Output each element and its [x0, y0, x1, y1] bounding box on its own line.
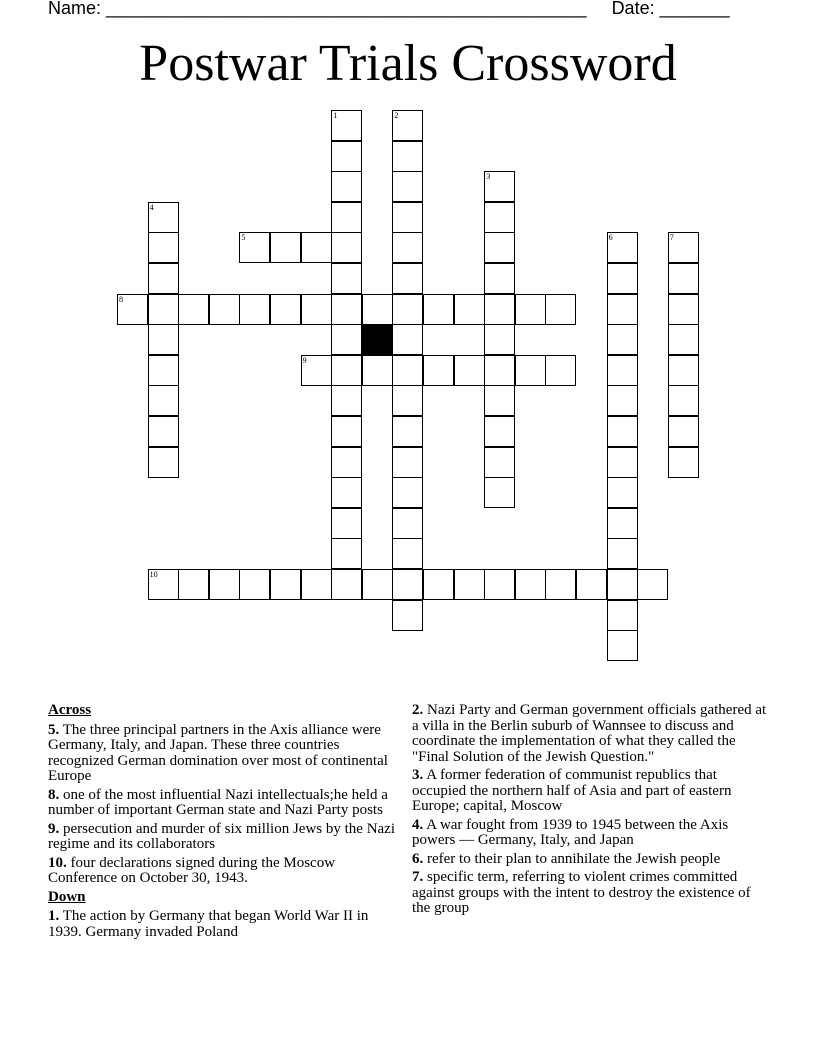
cell-number: 4 [149, 202, 154, 212]
grid-cell[interactable] [148, 324, 179, 355]
grid-cell[interactable] [515, 569, 546, 600]
grid-cell[interactable] [331, 171, 362, 202]
grid-cell[interactable] [607, 477, 638, 508]
grid-cell[interactable] [331, 447, 362, 478]
cell-number: 8 [119, 294, 123, 304]
grid-cell[interactable] [392, 385, 423, 416]
grid-cell[interactable] [331, 324, 362, 355]
grid-cell[interactable] [392, 294, 423, 325]
grid-cell[interactable] [484, 416, 515, 447]
grid-cell[interactable] [545, 569, 576, 600]
grid-cell[interactable] [607, 600, 638, 631]
grid-cell[interactable] [331, 263, 362, 294]
grid-cell[interactable] [607, 263, 638, 294]
cell-number: 10 [149, 570, 158, 579]
grid-cell[interactable] [331, 508, 362, 539]
clue-across-10 [48, 856, 396, 887]
grid-cell[interactable] [515, 294, 546, 325]
date-blank[interactable]: _______ [659, 0, 730, 18]
clue-number: 2. [412, 702, 424, 718]
cell-number: 9 [302, 355, 307, 365]
grid-cell[interactable] [392, 600, 423, 631]
cell-number: 7 [669, 233, 674, 243]
grid-cell[interactable] [148, 202, 179, 233]
clue-text: four declarations signed during the Moscow Conference on October 30, 1943. [48, 854, 336, 886]
grid-cell[interactable] [484, 171, 515, 202]
grid-cell[interactable] [607, 508, 638, 539]
name-label: Name: [48, 0, 102, 18]
clue-text: The three principal partners in the Axis alliance were Germany, Italy, and Japan. These three countries recognized German domination over most of continental Europe [48, 721, 388, 784]
across-heading: Across [48, 702, 92, 718]
grid-cell[interactable] [454, 355, 485, 386]
grid-cell[interactable] [362, 294, 393, 325]
grid-cell[interactable] [239, 569, 270, 600]
grid-cell[interactable] [178, 294, 209, 325]
grid-cell[interactable] [148, 294, 179, 325]
grid-cell[interactable] [668, 263, 699, 294]
grid-cell[interactable] [148, 447, 179, 478]
clue-number: 10. [48, 854, 67, 871]
grid-cell[interactable] [331, 355, 362, 386]
grid-cell[interactable] [545, 294, 576, 325]
grid-cell[interactable] [607, 630, 638, 661]
grid-cell[interactable] [607, 569, 638, 600]
grid-cell[interactable] [668, 232, 699, 263]
down-heading: Down [48, 888, 86, 905]
grid-cell[interactable] [607, 416, 638, 447]
grid-cell[interactable] [484, 355, 515, 386]
grid-cell[interactable] [392, 263, 423, 294]
clue-number: 6. [412, 850, 424, 867]
page-title: Postwar Trials Crossword [139, 35, 677, 92]
clue-down-1 [48, 909, 396, 940]
clue-down-2 [412, 703, 772, 765]
grid-cell[interactable] [331, 141, 362, 172]
grid-cell[interactable] [178, 569, 209, 600]
clue-text: A war fought from 1939 to 1945 between the Axis powers — Germany, Italy, and Japan [412, 816, 729, 848]
grid-cell[interactable] [331, 232, 362, 263]
grid-cell[interactable] [668, 416, 699, 447]
grid-cell[interactable] [392, 569, 423, 600]
grid-cell[interactable] [607, 355, 638, 386]
grid-cell[interactable] [392, 171, 423, 202]
grid-cell[interactable] [392, 447, 423, 478]
grid-cell[interactable] [362, 569, 393, 600]
grid-cell[interactable] [484, 447, 515, 478]
grid-cell[interactable] [484, 232, 515, 263]
cell-number: 5 [241, 233, 246, 243]
grid-cell[interactable] [301, 232, 332, 263]
grid-cell[interactable] [270, 232, 301, 263]
clue-text: Nazi Party and German government officials gathered at a villa in the Berlin suburb of Wannsee to discuss and coordinate the implementation of what they called the "Final Solution of the Jewish Question." [412, 702, 767, 765]
clue-down-7 [412, 870, 772, 917]
cell-number: 2 [394, 111, 399, 120]
grid-cell[interactable] [331, 569, 362, 600]
grid-cell[interactable] [362, 355, 393, 386]
grid-cell[interactable] [331, 385, 362, 416]
grid-cell[interactable] [270, 569, 301, 600]
grid-cell[interactable] [331, 202, 362, 233]
grid-cell[interactable] [148, 355, 179, 386]
grid-cell[interactable] [331, 110, 362, 141]
clue-down-3 [412, 768, 772, 815]
grid-cell[interactable] [239, 294, 270, 325]
grid-cell[interactable] [331, 477, 362, 508]
clue-text: persecution and murder of six million Jews by the Nazi regime and its collaborators [48, 820, 396, 852]
clue-down-6 [412, 852, 772, 868]
clue-text: specific term, referring to violent crimes committed against groups with the intent to destroy the existence of the group [412, 869, 751, 916]
grid-cell[interactable] [148, 385, 179, 416]
grid-cell[interactable] [392, 110, 423, 141]
grid-cell[interactable] [239, 232, 270, 263]
grid-cell[interactable] [576, 569, 607, 600]
clue-across-8 [48, 788, 396, 819]
grid-cell[interactable] [484, 569, 515, 600]
name-date-line [48, 0, 788, 19]
clue-down-4 [412, 818, 772, 849]
grid-cell[interactable] [331, 538, 362, 569]
clue-number: 3. [412, 767, 424, 783]
grid-cell[interactable] [484, 385, 515, 416]
grid-cell[interactable] [668, 294, 699, 325]
grid-cell[interactable] [607, 324, 638, 355]
grid-cell[interactable] [392, 141, 423, 172]
grid-cell[interactable] [117, 294, 148, 325]
grid-cell[interactable] [331, 416, 362, 447]
clue-text: refer to their plan to annihilate the Jewish people [427, 850, 721, 867]
grid-cell[interactable] [392, 232, 423, 263]
grid-cell[interactable] [454, 294, 485, 325]
grid-cell[interactable] [270, 294, 301, 325]
grid-cell[interactable] [331, 294, 362, 325]
grid-cell[interactable] [668, 324, 699, 355]
cell-number: 3 [486, 172, 491, 182]
grid-cell[interactable] [301, 569, 332, 600]
grid-cell[interactable] [148, 263, 179, 294]
grid-cell[interactable] [392, 538, 423, 569]
grid-cell[interactable] [607, 447, 638, 478]
clue-number: 1. [48, 908, 60, 924]
clue-number: 9. [48, 820, 60, 837]
grid-cell[interactable] [148, 232, 179, 263]
date-label: Date: [611, 0, 655, 18]
clues-right-column [412, 703, 772, 920]
grid-cell[interactable] [423, 569, 454, 600]
grid-cell[interactable] [484, 477, 515, 508]
grid-cell[interactable] [423, 294, 454, 325]
grid-cell[interactable] [484, 324, 515, 355]
grid-cell[interactable] [668, 447, 699, 478]
grid-cell[interactable] [392, 508, 423, 539]
clue-text: one of the most influential Nazi intellectuals;he held a number of important German state and Nazi Party posts [48, 786, 388, 818]
clue-number: 5. [48, 721, 60, 738]
clue-text: The action by Germany that began World War II in 1939. Germany invaded Poland [48, 908, 369, 940]
grid-cell[interactable] [392, 477, 423, 508]
cell-number: 6 [608, 233, 613, 243]
clue-number: 4. [412, 816, 424, 833]
grid-cell[interactable] [148, 416, 179, 447]
grid-cell[interactable] [392, 324, 423, 355]
grid-cell[interactable] [607, 385, 638, 416]
grid-cell[interactable] [607, 538, 638, 569]
grid-cell[interactable] [484, 294, 515, 325]
grid-cell[interactable] [209, 569, 240, 600]
black-square [362, 324, 393, 355]
grid-cell[interactable] [607, 232, 638, 263]
grid-cell[interactable] [423, 355, 454, 386]
clue-text: A former federation of communist republics that occupied the northern half of Asia and part of eastern Europe; capital, Moscow [412, 767, 732, 814]
clue-number: 7. [412, 869, 424, 885]
grid-cell[interactable] [668, 355, 699, 386]
clue-across-5 [48, 723, 396, 785]
grid-cell[interactable] [392, 416, 423, 447]
grid-cell[interactable] [484, 202, 515, 233]
grid-cell[interactable] [607, 294, 638, 325]
grid-cell[interactable] [484, 263, 515, 294]
grid-cell[interactable] [454, 569, 485, 600]
grid-cell[interactable] [392, 202, 423, 233]
clue-across-9 [48, 822, 396, 853]
grid-cell[interactable] [148, 569, 179, 600]
grid-cell[interactable] [392, 355, 423, 386]
grid-cell[interactable] [515, 355, 546, 386]
grid-cell[interactable] [301, 294, 332, 325]
name-blank[interactable]: ________________________________________________ [106, 0, 587, 18]
clues-left-column [48, 703, 396, 943]
grid-cell[interactable] [668, 385, 699, 416]
cell-number: 1 [333, 111, 338, 120]
grid-cell[interactable] [637, 569, 668, 600]
grid-cell[interactable] [209, 294, 240, 325]
clue-number: 8. [48, 786, 60, 803]
grid-cell[interactable] [301, 355, 332, 386]
grid-cell[interactable] [545, 355, 576, 386]
